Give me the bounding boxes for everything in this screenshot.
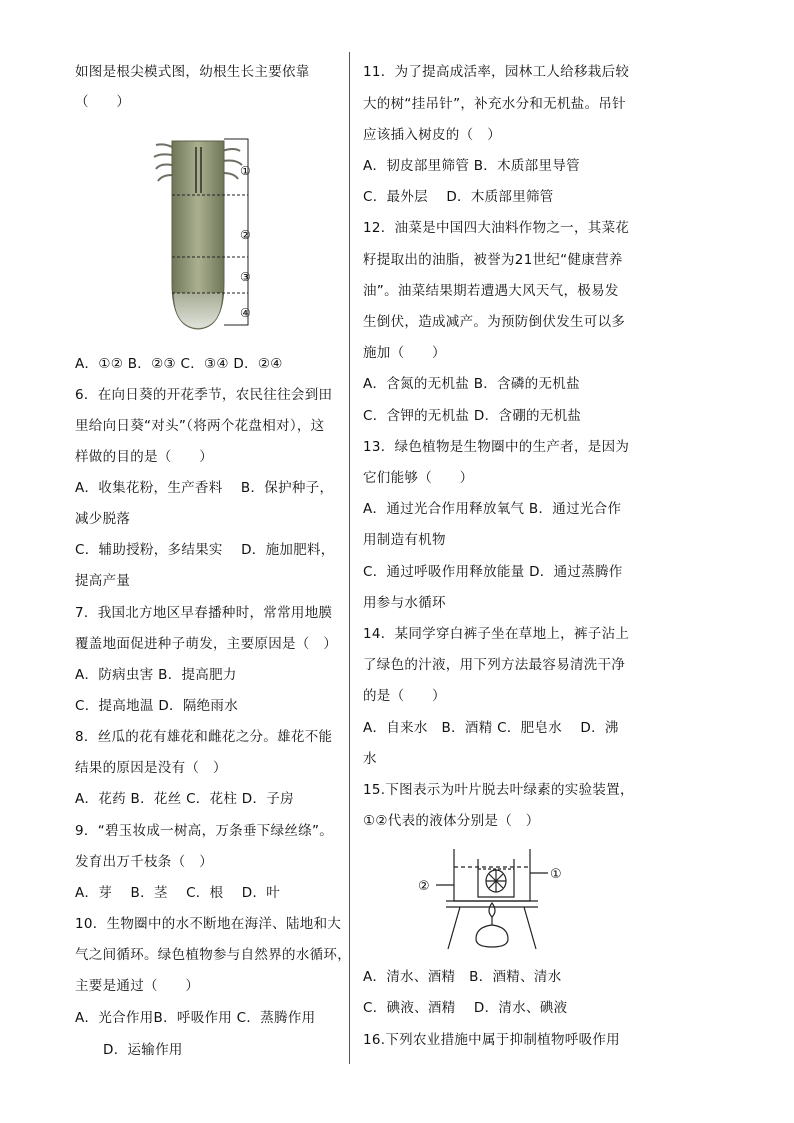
question-6-option: C．辅助授粉，多结果实 D．施加肥料， bbox=[75, 542, 335, 558]
question-13-option: A．通过光合作用释放氧气 B．通过光合作 bbox=[363, 501, 622, 517]
root-cap bbox=[174, 293, 222, 328]
question-10-stem: 气之间循环。绿色植物参与自然界的水循环， bbox=[75, 947, 351, 963]
question-13-option: 用参与水循环 bbox=[363, 595, 446, 611]
question-14-stem: 14．某同学穿白裤子坐在草地上，裤子沾上 bbox=[363, 626, 630, 642]
question-7-option: C．提高地温 D．隔绝雨水 bbox=[75, 698, 239, 714]
column-divider bbox=[349, 52, 350, 1064]
question-10-stem: 主要是通过（ ） bbox=[75, 978, 200, 994]
question-5-stem: 如图是根尖模式图，幼根生长主要依靠 bbox=[75, 64, 310, 80]
question-11-option: C．最外层 D．木质部里筛管 bbox=[363, 189, 554, 205]
question-16-stem: 16.下列农业措施中属于抑制植物呼吸作用 bbox=[363, 1032, 620, 1048]
question-8-options: A．花药 B．花丝 C．花柱 D．子房 bbox=[75, 791, 294, 807]
question-10-option: D．运输作用 bbox=[103, 1042, 183, 1058]
question-7-stem: 7．我国北方地区早春播种时，常常用地膜 bbox=[75, 605, 333, 621]
question-5-bracket: （ ） bbox=[75, 94, 131, 110]
question-7-option: A．防病虫害 B．提高肥力 bbox=[75, 667, 237, 683]
question-12-stem: 生倒伏，造成减产。为预防倒伏发生可以多 bbox=[363, 314, 626, 330]
question-6-option: 减少脱落 bbox=[75, 511, 131, 527]
question-11-stem: 11．为了提高成活率，园林工人给移栽后较 bbox=[363, 64, 630, 80]
question-15-option: C．碘液、酒精 D．清水、碘液 bbox=[363, 1000, 568, 1016]
question-12-stem: 施加（ ） bbox=[363, 345, 446, 361]
root-tip-figure bbox=[150, 133, 270, 333]
question-14-stem: 了绿色的汁液，用下列方法最容易清洗干净 bbox=[363, 657, 626, 673]
question-9-stem: 发育出万千枝条（ ） bbox=[75, 854, 213, 870]
question-8-stem: 8．丝瓜的花有雄花和雌花之分。雄花不能 bbox=[75, 729, 333, 745]
question-14-options: 水 bbox=[363, 751, 377, 767]
question-13-option: 用制造有机物 bbox=[363, 532, 446, 548]
question-10-option: A．光合作用B．呼吸作用 C．蒸腾作用 bbox=[75, 1010, 316, 1026]
question-13-stem: 13．绿色植物是生物圈中的生产者，是因为 bbox=[363, 439, 630, 455]
question-7-stem: 覆盖地面促进种子萌发，主要原因是（ ） bbox=[75, 636, 338, 652]
question-11-stem: 大的树“挂吊针”，补充水分和无机盐。吊针 bbox=[363, 96, 626, 112]
question-6-option: 提高产量 bbox=[75, 573, 131, 589]
question-6-stem: 样做的目的是（ ） bbox=[75, 449, 213, 465]
beaker-label-2: ② bbox=[418, 879, 430, 894]
question-12-stem: 油”。油菜结果期若遭遇大风天气，极易发 bbox=[363, 283, 619, 299]
question-6-stem: 里给向日葵“对头”（将两个花盘相对），这 bbox=[75, 418, 325, 434]
question-12-stem: 12．油菜是中国四大油料作物之一，其菜花 bbox=[363, 220, 630, 236]
beaker-label-1: ① bbox=[550, 867, 562, 882]
question-6-stem: 6．在向日葵的开花季节，农民往往会到田 bbox=[75, 387, 333, 403]
question-11-stem: 应该插入树皮的（ ） bbox=[363, 127, 501, 143]
root-label-2: ② bbox=[240, 228, 251, 242]
root-label-4: ④ bbox=[240, 306, 251, 320]
question-9-stem: 9．“碧玉妆成一树高，万条垂下绿丝绦”。 bbox=[75, 823, 334, 839]
question-15-stem: ①②代表的液体分别是（ ） bbox=[363, 813, 540, 829]
question-5-options: A．①② B．②③ C．③④ D．②④ bbox=[75, 356, 283, 372]
root-label-3: ③ bbox=[240, 270, 251, 284]
question-14-options: A．自来水 B．酒精 C．肥皂水 D．沸 bbox=[363, 720, 619, 736]
question-12-option: A．含氮的无机盐 B．含磷的无机盐 bbox=[363, 376, 580, 392]
question-8-stem: 结果的原因是没有（ ） bbox=[75, 760, 227, 776]
question-15-option: A．清水、酒精 B．酒精、清水 bbox=[363, 969, 562, 985]
question-9-options: A．芽 B．茎 C．根 D．叶 bbox=[75, 885, 281, 901]
question-12-stem: 籽提取出的油脂，被誉为21世纪“健康营养 bbox=[363, 252, 623, 268]
question-15-stem: 15.下图表示为叶片脱去叶绿素的实验装置， bbox=[363, 782, 634, 798]
question-6-option: A．收集花粉，生产香料 B．保护种子， bbox=[75, 480, 334, 496]
question-11-option: A．韧皮部里筛管 B．木质部里导管 bbox=[363, 158, 580, 174]
question-13-option: C．通过呼吸作用释放能量 D．通过蒸腾作 bbox=[363, 564, 623, 580]
question-13-stem: 它们能够（ ） bbox=[363, 470, 474, 486]
root-label-1: ① bbox=[240, 164, 251, 178]
question-10-stem: 10．生物圈中的水不断地在海洋、陆地和大 bbox=[75, 916, 342, 932]
question-14-stem: 的是（ ） bbox=[363, 688, 446, 704]
question-12-option: C．含钾的无机盐 D．含硼的无机盐 bbox=[363, 408, 582, 424]
water-bath-figure bbox=[416, 843, 576, 953]
